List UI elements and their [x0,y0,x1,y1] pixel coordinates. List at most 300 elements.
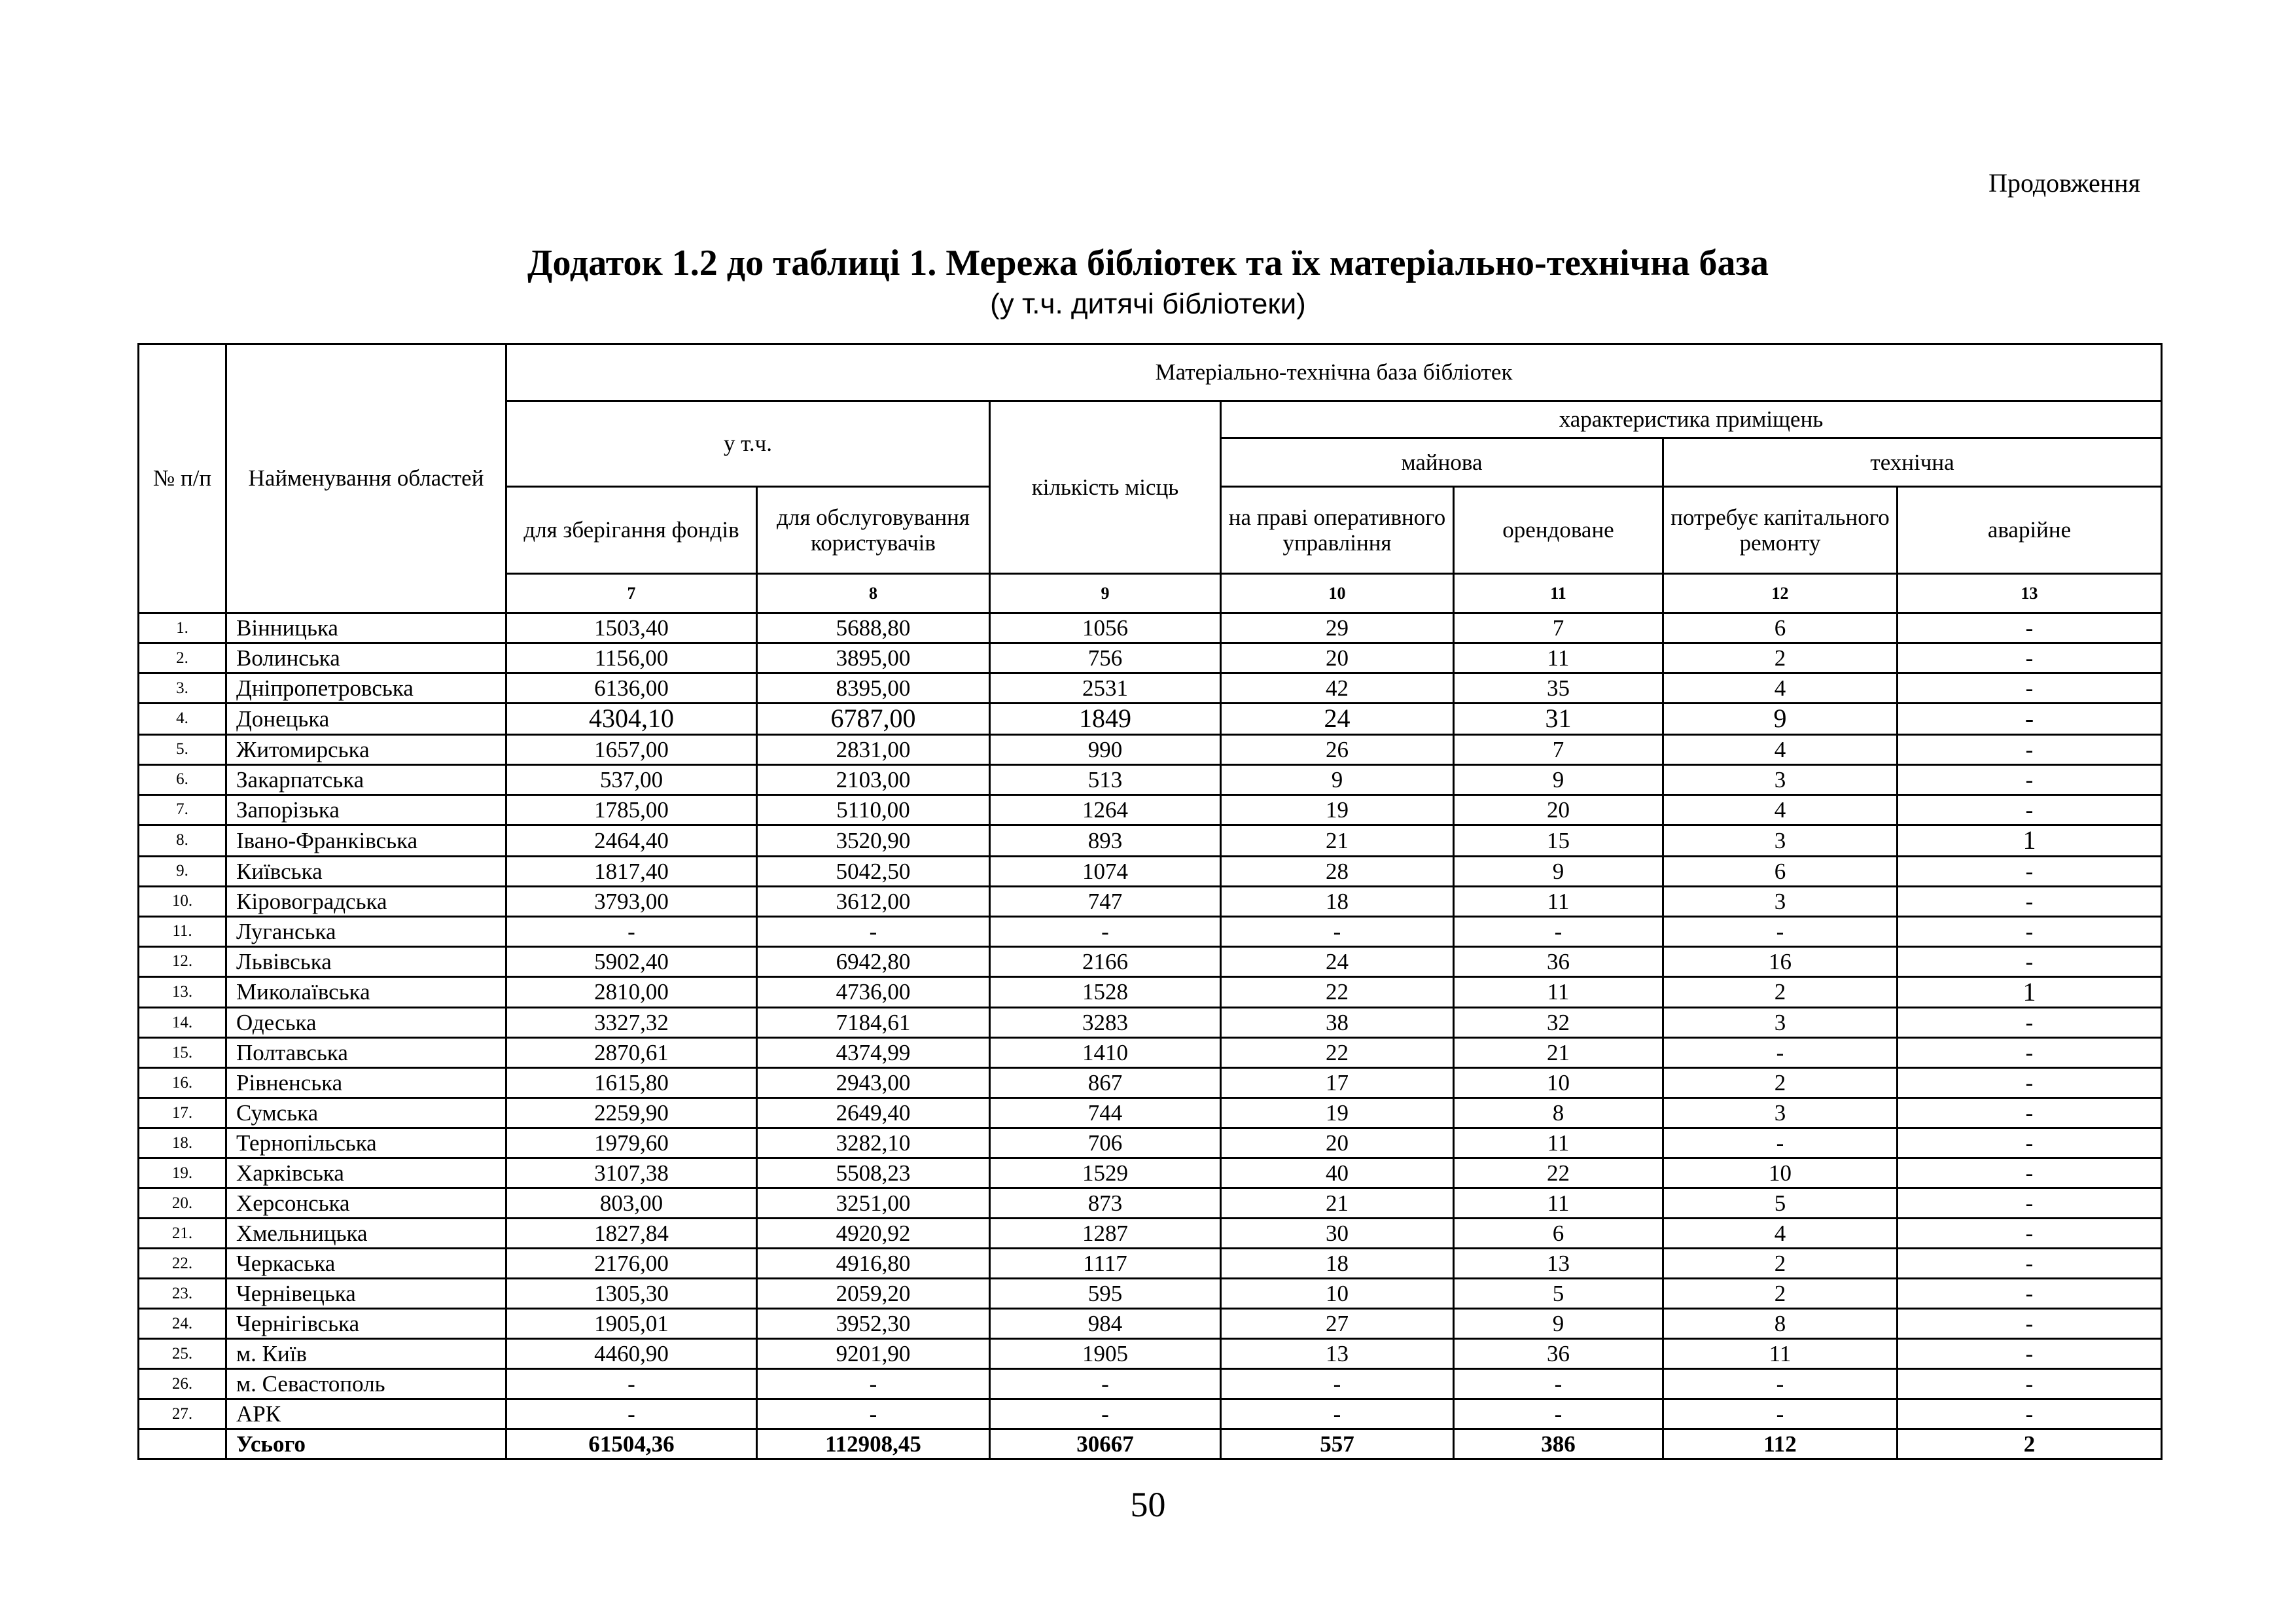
region-name: Херсонська [226,1188,506,1219]
table-body [139,613,2162,1459]
repair-count: 11 [1663,1339,1898,1369]
region-name: Луганська [226,916,506,946]
repair-count: 3 [1663,825,1898,856]
rented-count: 31 [1454,704,1663,735]
service-area: 4736,00 [757,976,990,1008]
rented-count: 9 [1454,764,1663,794]
emergency-count: - [1898,1279,2162,1309]
seats-count: 867 [990,1068,1221,1098]
seats-count: 1074 [990,856,1221,886]
table-row [139,764,2162,794]
column-number: 7 [506,574,757,613]
storage-area: 5902,40 [506,946,757,976]
row-number: 23. [139,1279,226,1309]
operational-count: 24 [1221,946,1454,976]
seats-count: 2166 [990,946,1221,976]
operational-count: 18 [1221,1249,1454,1279]
storage-area: 1503,40 [506,613,757,643]
operational-count: 19 [1221,1098,1454,1128]
seats-count: 1528 [990,976,1221,1008]
region-name: Кіровоградська [226,886,506,916]
storage-area: 2810,00 [506,976,757,1008]
rented-count: - [1454,916,1663,946]
rented-count: 11 [1454,976,1663,1008]
emergency-count: - [1898,794,2162,825]
emergency-count: - [1898,613,2162,643]
emergency-count: - [1898,1188,2162,1219]
row-number: 10. [139,886,226,916]
region-name: АРК [226,1399,506,1429]
storage-area: 1785,00 [506,794,757,825]
table-row [139,1339,2162,1369]
seats-count: 1056 [990,613,1221,643]
row-number: 8. [139,825,226,856]
emergency-count: - [1898,1008,2162,1038]
header-operational: на праві оперативного управління [1221,487,1454,574]
storage-area: 2259,90 [506,1098,757,1128]
region-name: Волинська [226,643,506,673]
seats-count: 1905 [990,1339,1221,1369]
table-row [139,976,2162,1008]
repair-count: - [1663,1399,1898,1429]
page-number: 50 [1130,1485,1166,1524]
operational-count: 21 [1221,825,1454,856]
table-row [139,1249,2162,1279]
storage-area: 1156,00 [506,643,757,673]
rented-count: 11 [1454,886,1663,916]
operational-count: 10 [1221,1279,1454,1309]
emergency-count: 1 [1898,976,2162,1008]
storage-area: 1657,00 [506,734,757,764]
seats-count: 2531 [990,673,1221,704]
emergency-count: - [1898,886,2162,916]
row-number: 12. [139,946,226,976]
service-area: 2831,00 [757,734,990,764]
rented-count: 32 [1454,1008,1663,1038]
emergency-count: - [1898,1219,2162,1249]
region-name: Івано-Франківська [226,825,506,856]
header-service: для обслуговування користувачів [757,487,990,574]
operational-count: 27 [1221,1309,1454,1339]
seats-count: 744 [990,1098,1221,1128]
rented-count: - [1454,1369,1663,1399]
header-storage: для зберігання фондів [506,487,757,574]
seats-count: 756 [990,643,1221,673]
operational-count: - [1221,1369,1454,1399]
operational-count: 21 [1221,1188,1454,1219]
rented-count: 9 [1454,1309,1663,1339]
table-row [139,1008,2162,1038]
service-area: 2059,20 [757,1279,990,1309]
region-name: Закарпатська [226,764,506,794]
seats-count: 30667 [990,1429,1221,1459]
operational-count: 42 [1221,673,1454,704]
row-number: 18. [139,1128,226,1158]
rented-count: 20 [1454,794,1663,825]
header-rented: орендоване [1454,487,1663,574]
rented-count: 11 [1454,1128,1663,1158]
operational-count: - [1221,1399,1454,1429]
column-number: 11 [1454,574,1663,613]
table-row [139,1158,2162,1188]
table-row [139,1309,2162,1339]
region-name: Запорізька [226,794,506,825]
seats-count: 706 [990,1128,1221,1158]
repair-count: 16 [1663,946,1898,976]
region-name: Харківська [226,1158,506,1188]
service-area: 5508,23 [757,1158,990,1188]
operational-count: 22 [1221,976,1454,1008]
header-property: майнова [1221,438,1663,487]
rented-count: 7 [1454,613,1663,643]
storage-area: 4304,10 [506,704,757,735]
repair-count: 3 [1663,764,1898,794]
emergency-count: - [1898,643,2162,673]
row-number: 4. [139,704,226,735]
emergency-count: - [1898,1399,2162,1429]
repair-count: - [1663,916,1898,946]
storage-area: 1615,80 [506,1068,757,1098]
emergency-count: - [1898,916,2162,946]
continuation-label: Продовження [1988,168,2140,198]
region-name: Львівська [226,946,506,976]
column-number: 13 [1898,574,2162,613]
region-name: Сумська [226,1098,506,1128]
page-title: Додаток 1.2 до таблиці 1. Мережа бібліотек та їх матеріально-технічна база [527,243,1769,283]
table-row [139,1279,2162,1309]
table-row [139,916,2162,946]
rented-count: 21 [1454,1038,1663,1068]
seats-count: 984 [990,1309,1221,1339]
row-number: 11. [139,916,226,946]
repair-count: 9 [1663,704,1898,735]
service-area: 4916,80 [757,1249,990,1279]
service-area: 112908,45 [757,1429,990,1459]
table-row [139,643,2162,673]
storage-area: 2870,61 [506,1038,757,1068]
service-area: 5110,00 [757,794,990,825]
repair-count: 2 [1663,1068,1898,1098]
service-area: 5688,80 [757,613,990,643]
table-row [139,1038,2162,1068]
seats-count: 595 [990,1279,1221,1309]
seats-count: 990 [990,734,1221,764]
storage-area: - [506,916,757,946]
operational-count: 29 [1221,613,1454,643]
operational-count: 28 [1221,856,1454,886]
repair-count: 4 [1663,673,1898,704]
table-header [139,344,2162,613]
seats-count: 1287 [990,1219,1221,1249]
seats-count: 1410 [990,1038,1221,1068]
rented-count: 36 [1454,946,1663,976]
column-number: 12 [1663,574,1898,613]
repair-count: 4 [1663,794,1898,825]
seats-count: - [990,1369,1221,1399]
region-name: Вінницька [226,613,506,643]
row-number: 1. [139,613,226,643]
seats-count: 513 [990,764,1221,794]
storage-area: - [506,1369,757,1399]
repair-count: 4 [1663,1219,1898,1249]
service-area: 4374,99 [757,1038,990,1068]
repair-count: - [1663,1369,1898,1399]
total-row [139,1429,2162,1459]
repair-count: 112 [1663,1429,1898,1459]
region-name: Київська [226,856,506,886]
header-repair: потребує капітального ремонту [1663,487,1898,574]
rented-count: 8 [1454,1098,1663,1128]
seats-count: - [990,916,1221,946]
emergency-count: - [1898,1339,2162,1369]
service-area: - [757,1369,990,1399]
rented-count: 5 [1454,1279,1663,1309]
rented-count: 15 [1454,825,1663,856]
operational-count: 17 [1221,1068,1454,1098]
rented-count: 22 [1454,1158,1663,1188]
seats-count: 1849 [990,704,1221,735]
region-name: Рівненська [226,1068,506,1098]
column-number: 8 [757,574,990,613]
operational-count: 26 [1221,734,1454,764]
table-row [139,825,2162,856]
storage-area: 803,00 [506,1188,757,1219]
service-area: 2103,00 [757,764,990,794]
storage-area: 2176,00 [506,1249,757,1279]
repair-count: 3 [1663,1008,1898,1038]
emergency-count: - [1898,673,2162,704]
operational-count: 9 [1221,764,1454,794]
rented-count: 13 [1454,1249,1663,1279]
rented-count: 36 [1454,1339,1663,1369]
table-row [139,1068,2162,1098]
operational-count: 557 [1221,1429,1454,1459]
storage-area: 3793,00 [506,886,757,916]
table-row [139,704,2162,735]
operational-count: 18 [1221,886,1454,916]
storage-area: 4460,90 [506,1339,757,1369]
row-number: 25. [139,1339,226,1369]
table-row [139,1098,2162,1128]
table-row [139,1399,2162,1429]
row-number: 26. [139,1369,226,1399]
header-premises: характеристика приміщень [1221,401,2162,438]
rented-count: 10 [1454,1068,1663,1098]
service-area: 6787,00 [757,704,990,735]
header-number: № п/п [139,344,226,613]
emergency-count: - [1898,1369,2162,1399]
repair-count: 3 [1663,886,1898,916]
region-name: Дніпропетровська [226,673,506,704]
operational-count: 20 [1221,1128,1454,1158]
repair-count: 2 [1663,1249,1898,1279]
header-technical: технічна [1663,438,2162,487]
row-number: 2. [139,643,226,673]
emergency-count: - [1898,1158,2162,1188]
rented-count: - [1454,1399,1663,1429]
region-name: Черкаська [226,1249,506,1279]
repair-count: - [1663,1128,1898,1158]
storage-area: 1817,40 [506,856,757,886]
row-number: 15. [139,1038,226,1068]
row-number: 7. [139,794,226,825]
storage-area: 1305,30 [506,1279,757,1309]
storage-area: 1979,60 [506,1128,757,1158]
operational-count: 24 [1221,704,1454,735]
emergency-count: - [1898,764,2162,794]
row-number: 16. [139,1068,226,1098]
operational-count: 30 [1221,1219,1454,1249]
storage-area: 1905,01 [506,1309,757,1339]
emergency-count: - [1898,856,2162,886]
service-area: 2943,00 [757,1068,990,1098]
header-seats: кількість місць [990,401,1221,574]
repair-count: - [1663,1038,1898,1068]
storage-area: 2464,40 [506,825,757,856]
header-material-base: Матеріально-технічна база бібліотек [506,344,2162,401]
row-number: 20. [139,1188,226,1219]
service-area: 9201,90 [757,1339,990,1369]
row-number: 13. [139,976,226,1008]
column-number: 10 [1221,574,1454,613]
table-row [139,1128,2162,1158]
emergency-count: 2 [1898,1429,2162,1459]
region-name: Чернівецька [226,1279,506,1309]
rented-count: 11 [1454,643,1663,673]
service-area: 5042,50 [757,856,990,886]
seats-count: 893 [990,825,1221,856]
table-row [139,613,2162,643]
repair-count: 2 [1663,976,1898,1008]
operational-count: 40 [1221,1158,1454,1188]
header-emergency: аварійне [1898,487,2162,574]
storage-area: 61504,36 [506,1429,757,1459]
service-area: 3952,30 [757,1309,990,1339]
region-name: м. Севастополь [226,1369,506,1399]
region-name: м. Київ [226,1339,506,1369]
operational-count: 20 [1221,643,1454,673]
operational-count: 22 [1221,1038,1454,1068]
repair-count: 2 [1663,1279,1898,1309]
row-number: 27. [139,1399,226,1429]
storage-area: 3107,38 [506,1158,757,1188]
emergency-count: - [1898,1249,2162,1279]
storage-area: 1827,84 [506,1219,757,1249]
row-number [139,1429,226,1459]
table-row [139,886,2162,916]
storage-area: - [506,1399,757,1429]
table-row [139,1188,2162,1219]
operational-count: 19 [1221,794,1454,825]
service-area: 6942,80 [757,946,990,976]
header-region: Найменування областей [226,344,506,613]
service-area: - [757,1399,990,1429]
repair-count: 4 [1663,734,1898,764]
rented-count: 35 [1454,673,1663,704]
emergency-count: - [1898,946,2162,976]
operational-count: - [1221,916,1454,946]
repair-count: 2 [1663,643,1898,673]
region-name: Одеська [226,1008,506,1038]
table-row [139,734,2162,764]
region-name: Донецька [226,704,506,735]
service-area: 3282,10 [757,1128,990,1158]
service-area: 4920,92 [757,1219,990,1249]
row-number: 5. [139,734,226,764]
repair-count: 6 [1663,613,1898,643]
table-row [139,794,2162,825]
table-row [139,946,2162,976]
service-area: 3612,00 [757,886,990,916]
rented-count: 386 [1454,1429,1663,1459]
rented-count: 11 [1454,1188,1663,1219]
emergency-count: - [1898,704,2162,735]
rented-count: 9 [1454,856,1663,886]
row-number: 14. [139,1008,226,1038]
emergency-count: - [1898,1309,2162,1339]
header-including: у т.ч. [506,401,990,487]
row-number: 6. [139,764,226,794]
column-number: 9 [990,574,1221,613]
seats-count: 1264 [990,794,1221,825]
region-name: Миколаївська [226,976,506,1008]
row-number: 3. [139,673,226,704]
row-number: 21. [139,1219,226,1249]
storage-area: 537,00 [506,764,757,794]
service-area: 3251,00 [757,1188,990,1219]
row-number: 17. [139,1098,226,1128]
service-area: 3520,90 [757,825,990,856]
service-area: 3895,00 [757,643,990,673]
rented-count: 7 [1454,734,1663,764]
table-row [139,673,2162,704]
emergency-count: - [1898,734,2162,764]
emergency-count: - [1898,1038,2162,1068]
repair-count: 5 [1663,1188,1898,1219]
emergency-count: - [1898,1098,2162,1128]
service-area: 7184,61 [757,1008,990,1038]
repair-count: 6 [1663,856,1898,886]
page-subtitle: (у т.ч. дитячі бібліотеки) [990,288,1306,320]
seats-count: 1117 [990,1249,1221,1279]
seats-count: 3283 [990,1008,1221,1038]
service-area: - [757,916,990,946]
emergency-count: - [1898,1068,2162,1098]
seats-count: - [990,1399,1221,1429]
region-name: Усього [226,1429,506,1459]
row-number: 22. [139,1249,226,1279]
row-number: 24. [139,1309,226,1339]
region-name: Хмельницька [226,1219,506,1249]
operational-count: 38 [1221,1008,1454,1038]
region-name: Житомирська [226,734,506,764]
region-name: Полтавська [226,1038,506,1068]
seats-count: 747 [990,886,1221,916]
region-name: Тернопільська [226,1128,506,1158]
seats-count: 1529 [990,1158,1221,1188]
storage-area: 3327,32 [506,1008,757,1038]
repair-count: 3 [1663,1098,1898,1128]
region-name: Чернігівська [226,1309,506,1339]
rented-count: 6 [1454,1219,1663,1249]
table-row [139,1369,2162,1399]
row-number: 9. [139,856,226,886]
seats-count: 873 [990,1188,1221,1219]
emergency-count: 1 [1898,825,2162,856]
table-row [139,856,2162,886]
table-row [139,1219,2162,1249]
storage-area: 6136,00 [506,673,757,704]
